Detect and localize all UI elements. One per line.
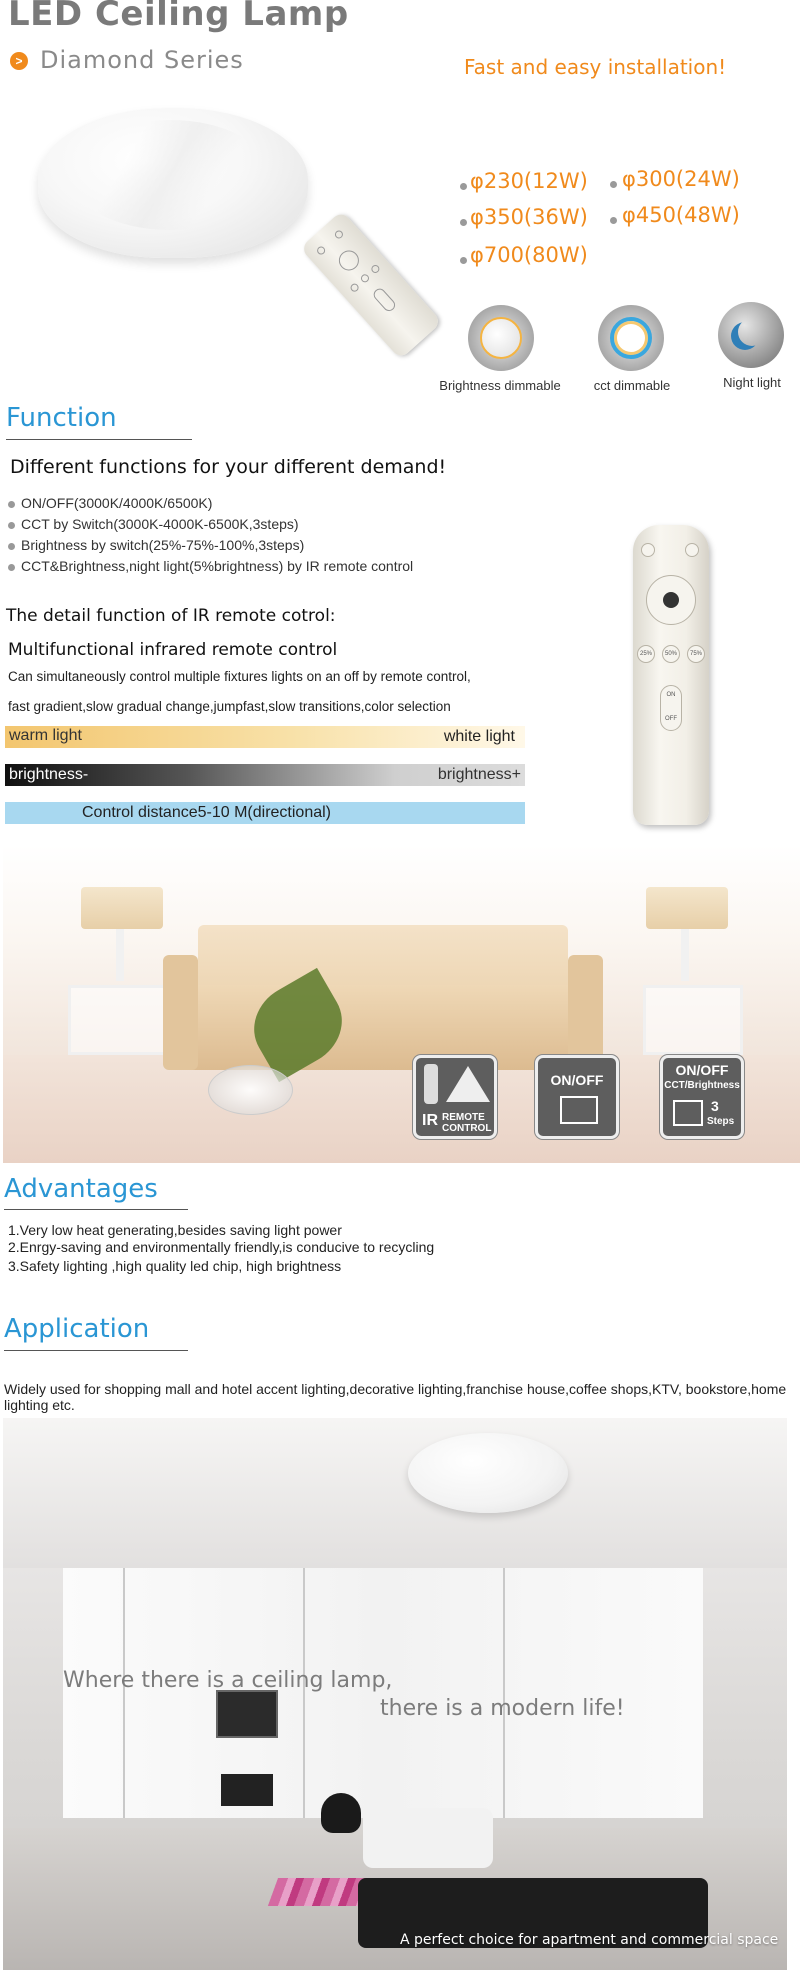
advantages-heading: Advantages xyxy=(4,1174,158,1204)
remote-description-line: Can simultaneously control multiple fixtures lights on an off by remote control, xyxy=(8,669,471,684)
hand-switch-icon xyxy=(673,1100,703,1126)
remote-cct-button-icon xyxy=(641,543,655,557)
ir-label: IR xyxy=(422,1112,438,1129)
triangle-icon xyxy=(446,1066,490,1102)
color-temperature-bar xyxy=(5,726,525,748)
product-title: LED Ceiling Lamp xyxy=(8,0,349,34)
window-frame xyxy=(503,1568,505,1818)
ceiling-lamp-photo xyxy=(408,1433,568,1513)
remote-onoff-rocker xyxy=(660,685,682,731)
cct-brightness-badge xyxy=(660,1055,744,1139)
application-description: Widely used for shopping mall and hotel accent lighting,decorative lighting,franchise house,coffee shops,KTV, bookstore,home lighting etc. xyxy=(4,1381,787,1413)
white-light-label: white light xyxy=(443,728,515,745)
brightness-plus-label: brightness+ xyxy=(437,766,521,783)
control-distance-bar xyxy=(5,802,525,824)
application-heading: Application xyxy=(4,1314,150,1344)
tagline: A perfect choice for apartment and commercial space xyxy=(400,1932,779,1948)
remote-25-button: 25% xyxy=(637,645,655,663)
control-label: CONTROL xyxy=(442,1123,492,1134)
hand-switch-icon xyxy=(560,1096,598,1124)
size-option: φ350(36W) xyxy=(470,205,588,229)
side-table xyxy=(68,985,168,1055)
detail-function-title: The detail function of IR remote cotrol: xyxy=(6,606,336,626)
cct-dimmable-label: cct dimmable xyxy=(593,378,671,393)
function-bullet: ON/OFF(3000K/4000K/6500K) xyxy=(8,495,212,511)
brightness-dial-icon xyxy=(468,305,534,371)
remote-50-button: 50% xyxy=(662,645,680,663)
egg-chair xyxy=(321,1793,361,1833)
lamp-facet-highlight xyxy=(70,120,270,230)
night-light-label: Night light xyxy=(723,375,781,390)
steps-label: Steps xyxy=(707,1116,735,1127)
sofa-arm xyxy=(163,955,198,1070)
series-name: Diamond Series xyxy=(40,46,244,74)
bullet-icon xyxy=(8,564,15,571)
function-divider xyxy=(6,439,192,440)
advantage-item: 2.Enrgy-saving and environmentally friendly,is conducive to recycling xyxy=(8,1239,435,1255)
function-subtitle: Different functions for your different demand! xyxy=(10,456,447,478)
size-bullet-icon xyxy=(610,217,617,224)
slogan-line1: Where there is a ceiling lamp, xyxy=(63,1668,393,1693)
table-lamp-stand xyxy=(681,929,689,981)
size-option: φ230(12W) xyxy=(470,169,588,193)
size-bullet-icon xyxy=(460,257,467,264)
remote-on-label: ON xyxy=(666,692,676,698)
white-armchair xyxy=(363,1808,493,1868)
sofa-arm xyxy=(568,955,603,1070)
ceiling-area xyxy=(3,1418,787,1568)
window-curtain xyxy=(63,1568,703,1818)
size-option: φ700(80W) xyxy=(470,243,588,267)
ir-remote-image xyxy=(633,525,709,825)
series-marker-icon: > xyxy=(10,52,28,70)
sofa-seat xyxy=(178,985,588,1070)
table-lamp-shade xyxy=(81,887,163,929)
ir-remote-badge xyxy=(413,1055,497,1139)
remote-mini-icon xyxy=(424,1064,438,1104)
size-bullet-icon xyxy=(610,181,617,188)
bullet-icon xyxy=(8,501,15,508)
fireplace xyxy=(221,1774,273,1806)
remote-off-label: OFF xyxy=(665,716,677,722)
advantage-item: 3.Safety lighting ,high quality led chip, high brightness xyxy=(8,1258,342,1274)
window-frame xyxy=(303,1568,305,1818)
slogan-line2: there is a modern life! xyxy=(380,1696,625,1721)
size-option: φ300(24W) xyxy=(622,167,740,191)
installation-note: Fast and easy installation! xyxy=(464,55,727,79)
remote-night-button-icon xyxy=(685,543,699,557)
function-bullet: Brightness by switch(25%-75%-100%,3steps) xyxy=(8,537,304,553)
advantage-item: 1.Very low heat generating,besides saving light power xyxy=(8,1222,342,1238)
living-room-image xyxy=(3,845,800,1163)
table-lamp-stand xyxy=(116,929,124,981)
function-bullet: CCT&Brightness,night light(5%brightness) by IR remote control xyxy=(8,558,413,574)
onoff-label: ON/OFF xyxy=(550,1072,604,1088)
table-lamp-shade xyxy=(646,887,728,929)
function-heading: Function xyxy=(6,403,117,433)
cct-dial-icon xyxy=(598,305,664,371)
television xyxy=(216,1690,278,1738)
function-bullet: CCT by Switch(3000K-4000K-6500K,3steps) xyxy=(8,516,299,532)
application-divider xyxy=(4,1350,188,1351)
onoff-badge xyxy=(535,1055,619,1139)
bullet-icon xyxy=(8,522,15,529)
advantages-divider xyxy=(4,1209,188,1210)
control-distance-label: Control distance5-10 M(directional) xyxy=(82,804,331,821)
cct-brightness-label: CCT/Brightness xyxy=(664,1080,740,1091)
bullet-icon xyxy=(8,543,15,550)
remote-description-line: fast gradient,slow gradual change,jumpfast,slow transitions,color selection xyxy=(8,699,451,714)
remote-75-button: 75% xyxy=(687,645,705,663)
warm-light-label: warm light xyxy=(9,727,82,744)
size-bullet-icon xyxy=(460,183,467,190)
remote-dpad-icon xyxy=(646,575,696,625)
glass-vase xyxy=(208,1065,293,1115)
brightness-bar xyxy=(5,764,525,786)
brightness-dimmable-label: Brightness dimmable xyxy=(439,378,561,393)
window-frame xyxy=(123,1568,125,1818)
interior-photo xyxy=(3,1418,787,1970)
remote-control-image xyxy=(300,211,442,360)
size-bullet-icon xyxy=(460,219,467,226)
side-table xyxy=(643,985,743,1055)
steps-number: 3 xyxy=(711,1098,719,1114)
moon-icon xyxy=(718,302,784,368)
onoff-label: ON/OFF xyxy=(675,1062,729,1078)
brightness-minus-label: brightness- xyxy=(9,766,89,783)
multifunctional-title: Multifunctional infrared remote control xyxy=(8,640,338,660)
remote-label: REMOTE xyxy=(442,1112,485,1123)
size-option: φ450(48W) xyxy=(622,203,740,227)
